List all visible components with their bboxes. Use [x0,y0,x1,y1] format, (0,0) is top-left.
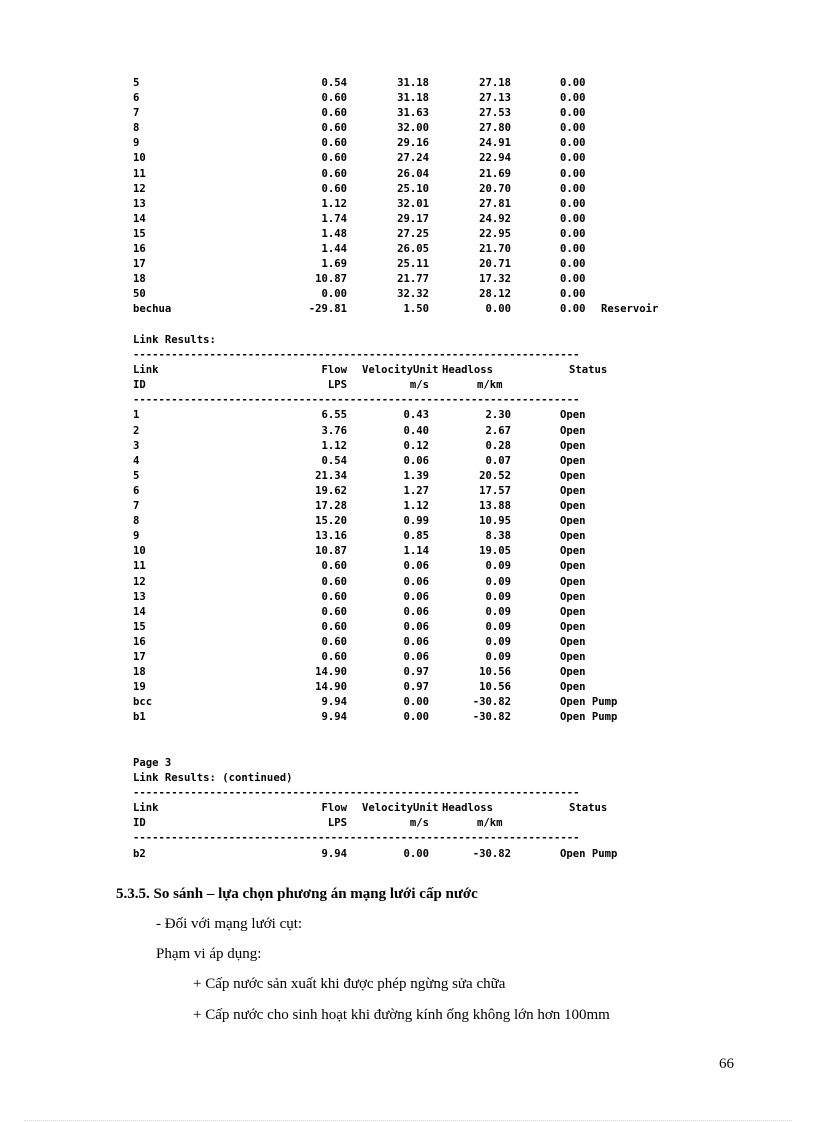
table-row [133,439,733,454]
link-status: Open [560,500,586,513]
separator-line: ---------------------------------------------------------------------- [133,349,580,362]
separator-line: ---------------------------------------------------------------------- [133,832,580,845]
link-status: Open [560,575,586,588]
link-status: Open [560,454,586,467]
link-headloss: 10.95 [479,515,511,528]
node-pressure: 21.69 [479,167,511,180]
node-pressure: 28.12 [479,288,511,301]
link-headloss: 0.09 [485,605,511,618]
paragraph-scope: Phạm vi áp dụng: [156,946,262,962]
node-demand: 0.60 [321,182,347,195]
link-flow: 0.60 [321,650,347,663]
link-flow: 0.54 [321,454,347,467]
link-headloss: 20.52 [479,469,511,482]
node-pressure: 0.00 [485,303,511,316]
link-status: Open [560,666,586,679]
link-flow: 0.60 [321,605,347,618]
link-flow: 1.12 [321,439,347,452]
node-head: 26.04 [397,167,429,180]
node-quality: 0.00 [560,152,586,165]
link-flow: 14.90 [315,666,347,679]
link-flow: 3.76 [321,424,347,437]
link-headloss: 0.07 [485,454,511,467]
link-status: Open [560,424,586,437]
link-id: bcc [133,696,153,709]
link-id: 4 [133,454,140,467]
node-quality: 0.00 [560,212,586,225]
link-id: 3 [133,439,140,452]
link-id: 13 [133,590,146,603]
link-velocity: 0.97 [403,666,429,679]
node-head: 31.18 [397,77,429,89]
node-head: 29.17 [397,212,429,225]
header-ms: m/s [409,817,429,830]
header-id: ID [133,379,146,392]
node-demand: 1.69 [321,258,347,271]
link-id: 7 [133,500,140,513]
link-flow: 13.16 [315,530,347,543]
link-velocity: 0.12 [403,439,429,452]
header-status: Status [569,364,608,377]
node-id: 50 [133,288,146,301]
link-id: 16 [133,635,146,648]
node-id: 13 [133,197,146,210]
header-id: ID [133,817,146,830]
node-id: 10 [133,152,146,165]
node-id: 12 [133,182,146,195]
link-status: Open [560,545,586,558]
node-pressure: 27.13 [479,92,511,105]
link-id: 10 [133,545,146,558]
continued-title: Link Results: (continued) [133,772,293,785]
continued-header-row-1 [133,801,733,816]
link-id: 9 [133,530,140,543]
link-headloss: 0.09 [485,635,511,648]
table-row [133,665,733,680]
link-flow: 6.55 [321,409,347,422]
continued-rows [133,847,733,862]
header-mkm: m/km [477,817,503,830]
link-velocity: 1.14 [403,545,429,558]
link-flow: 0.60 [321,620,347,633]
link-headloss: -30.82 [472,711,511,724]
node-quality: 0.00 [560,303,586,316]
link-id: 8 [133,515,140,528]
link-headloss: 2.67 [485,424,511,437]
link-results-continued [133,756,733,862]
link-id: 17 [133,650,146,663]
link-status: Open [560,635,586,648]
node-id: bechua [133,303,172,316]
link-results-table [133,333,733,725]
table-row [133,272,733,287]
link-status: Open [560,409,586,422]
node-head: 29.16 [397,137,429,150]
node-pressure: 27.18 [479,77,511,89]
node-id: 7 [133,107,140,120]
link-flow: 10.87 [315,545,347,558]
link-flow: 0.60 [321,575,347,588]
link-status: Open [560,650,586,663]
node-head: 31.18 [397,92,429,105]
link-id: 18 [133,666,146,679]
table-row [133,167,733,182]
node-head: 31.63 [397,107,429,120]
link-id: 15 [133,620,146,633]
link-headloss: 0.28 [485,439,511,452]
link-status: Open Pump [560,696,618,709]
table-row [133,514,733,529]
node-demand: 0.00 [321,288,347,301]
node-id: 9 [133,137,140,150]
link-velocity: 0.97 [403,681,429,694]
header-velocity-unit: VelocityUnit [362,364,439,377]
link-headloss: -30.82 [472,847,511,860]
link-status: Open [560,484,586,497]
link-status: Open Pump [560,847,618,860]
link-flow: 21.34 [315,469,347,482]
link-flow: 9.94 [321,696,347,709]
link-velocity: 0.00 [403,711,429,724]
link-velocity: 0.43 [403,409,429,422]
table-row [133,302,733,317]
header-flow: Flow [321,364,347,377]
link-flow: 9.94 [321,711,347,724]
link-velocity: 0.06 [403,575,429,588]
link-status: Open [560,590,586,603]
table-row [133,650,733,665]
link-id: 11 [133,560,146,573]
node-head: 32.00 [397,122,429,135]
node-pressure: 27.81 [479,197,511,210]
node-quality: 0.00 [560,107,586,120]
link-id: 5 [133,469,140,482]
link-status: Open [560,620,586,633]
header-mkm: m/km [477,379,503,392]
node-id: 14 [133,212,146,225]
table-row [133,544,733,559]
node-pressure: 20.71 [479,258,511,271]
table-row [133,287,733,302]
table-row [133,605,733,620]
header-status: Status [569,802,608,815]
node-quality: 0.00 [560,288,586,301]
node-id: 18 [133,273,146,286]
node-demand: 1.12 [321,197,347,210]
table-row [133,469,733,484]
node-head: 1.50 [403,303,429,316]
node-id: 16 [133,243,146,256]
table-row [133,91,733,106]
link-flow: 0.60 [321,635,347,648]
table-row [133,121,733,136]
link-velocity: 0.06 [403,635,429,648]
link-status: Open Pump [560,711,618,724]
node-quality: 0.00 [560,137,586,150]
link-flow: 9.94 [321,847,347,860]
table-row [133,408,733,423]
link-status: Open [560,469,586,482]
link-flow: 17.28 [315,500,347,513]
table-row [133,227,733,242]
node-id: 15 [133,227,146,240]
table-row [133,529,733,544]
link-headloss: 0.09 [485,560,511,573]
node-demand: 10.87 [315,273,347,286]
link-headloss: 10.56 [479,666,511,679]
table-row [133,635,733,650]
table-row [133,559,733,574]
separator-line: ---------------------------------------------------------------------- [133,394,580,407]
page-number: 66 [719,1056,734,1072]
node-quality: 0.00 [560,92,586,105]
link-flow: 14.90 [315,681,347,694]
node-id: 17 [133,258,146,271]
node-head: 27.24 [397,152,429,165]
link-id: 1 [133,409,140,422]
table-row [133,257,733,272]
table-row [133,424,733,439]
link-velocity: 0.85 [403,530,429,543]
table-row [133,106,733,121]
link-id: 14 [133,605,146,618]
link-header-row-1 [133,363,733,378]
node-demand: 0.60 [321,122,347,135]
node-quality: 0.00 [560,167,586,180]
paragraph-dead-end-network: - Đối với mạng lưới cụt: [156,916,303,932]
node-quality: 0.00 [560,182,586,195]
link-id: 19 [133,681,146,694]
node-head: 25.10 [397,182,429,195]
link-headloss: 0.09 [485,650,511,663]
link-velocity: 0.00 [403,696,429,709]
link-status: Open [560,530,586,543]
node-pressure: 21.70 [479,243,511,256]
table-row [133,590,733,605]
node-id: 6 [133,92,140,105]
link-headloss: 17.57 [479,484,511,497]
link-velocity: 0.06 [403,605,429,618]
link-status: Open [560,605,586,618]
node-results-table [133,76,733,318]
node-pressure: 27.80 [479,122,511,135]
link-id: b2 [133,847,146,860]
link-velocity: 0.06 [403,560,429,573]
node-demand: 0.60 [321,152,347,165]
node-id: 5 [133,77,140,89]
node-quality: 0.00 [560,258,586,271]
table-row [133,197,733,212]
node-demand: -29.81 [308,303,347,316]
node-quality: 0.00 [560,243,586,256]
link-rows [133,408,733,725]
node-quality: 0.00 [560,197,586,210]
footer-divider [24,1120,792,1121]
link-status: Open [560,439,586,452]
link-headloss: 2.30 [485,409,511,422]
node-pressure: 24.91 [479,137,511,150]
node-pressure: 27.53 [479,107,511,120]
link-headloss: 8.38 [485,530,511,543]
table-row [133,454,733,469]
table-row [133,620,733,635]
link-headloss: 0.09 [485,575,511,588]
table-row [133,151,733,166]
table-row [133,76,733,91]
header-ms: m/s [409,379,429,392]
header-velocity-unit: VelocityUnit [362,802,439,815]
link-flow: 0.60 [321,560,347,573]
node-pressure: 17.32 [479,273,511,286]
header-link: Link [133,364,159,377]
link-velocity: 1.27 [403,484,429,497]
node-pressure: 22.94 [479,152,511,165]
link-headloss: 19.05 [479,545,511,558]
node-note: Reservoir [601,303,659,316]
header-flow: Flow [321,802,347,815]
link-velocity: 0.99 [403,515,429,528]
node-demand: 0.60 [321,167,347,180]
table-row [133,575,733,590]
link-headloss: 13.88 [479,500,511,513]
page-label: Page 3 [133,757,172,769]
node-head: 25.11 [397,258,429,271]
table-row [133,136,733,151]
node-demand: 1.48 [321,227,347,240]
node-demand: 0.60 [321,137,347,150]
table-row [133,695,733,710]
link-headloss: 0.09 [485,620,511,633]
link-status: Open [560,681,586,694]
link-velocity: 0.06 [403,620,429,633]
table-row [133,182,733,197]
header-headloss: Headloss [442,364,494,377]
section-heading: 5.3.5. So sánh – lựa chọn phương án mạng lưới cấp nước [116,886,478,902]
link-velocity: 0.00 [403,847,429,860]
node-demand: 0.60 [321,107,347,120]
link-flow: 0.60 [321,590,347,603]
link-velocity: 1.39 [403,469,429,482]
node-demand: 1.74 [321,212,347,225]
link-velocity: 0.06 [403,590,429,603]
node-head: 26.05 [397,243,429,256]
link-status: Open [560,560,586,573]
node-head: 32.01 [397,197,429,210]
node-id: 11 [133,167,146,180]
link-headloss: -30.82 [472,696,511,709]
link-headloss: 10.56 [479,681,511,694]
separator-line: ---------------------------------------------------------------------- [133,787,580,800]
link-id: 6 [133,484,140,497]
node-quality: 0.00 [560,227,586,240]
link-velocity: 0.06 [403,650,429,663]
link-status: Open [560,515,586,528]
bullet-industrial-supply: + Cấp nước sản xuất khi được phép ngừng sửa chữa [193,976,506,992]
link-id: 12 [133,575,146,588]
node-pressure: 20.70 [479,182,511,195]
node-quality: 0.00 [560,122,586,135]
link-velocity: 0.40 [403,424,429,437]
node-head: 27.25 [397,227,429,240]
table-row [133,847,733,862]
table-row [133,499,733,514]
table-row [133,242,733,257]
node-demand: 1.44 [321,243,347,256]
node-id: 8 [133,122,140,135]
node-quality: 0.00 [560,273,586,286]
continued-header-row-2 [133,816,733,831]
link-headloss: 0.09 [485,590,511,603]
table-row [133,484,733,499]
link-results-title: Link Results: [133,334,216,346]
node-demand: 0.54 [321,77,347,89]
link-header-row-2 [133,378,733,393]
link-velocity: 0.06 [403,454,429,467]
link-id: 2 [133,424,140,437]
node-head: 32.32 [397,288,429,301]
header-lps: LPS [327,817,347,830]
node-quality: 0.00 [560,77,586,89]
link-id: b1 [133,711,146,724]
link-flow: 15.20 [315,515,347,528]
header-link: Link [133,802,159,815]
table-row [133,710,733,725]
table-row [133,680,733,695]
link-flow: 19.62 [315,484,347,497]
link-velocity: 1.12 [403,500,429,513]
node-head: 21.77 [397,273,429,286]
header-headloss: Headloss [442,802,494,815]
node-demand: 0.60 [321,92,347,105]
header-lps: LPS [327,379,347,392]
table-row [133,212,733,227]
node-pressure: 24.92 [479,212,511,225]
bullet-domestic-supply: + Cấp nước cho sinh hoạt khi đường kính ống không lớn hơn 100mm [193,1007,610,1023]
node-pressure: 22.95 [479,227,511,240]
